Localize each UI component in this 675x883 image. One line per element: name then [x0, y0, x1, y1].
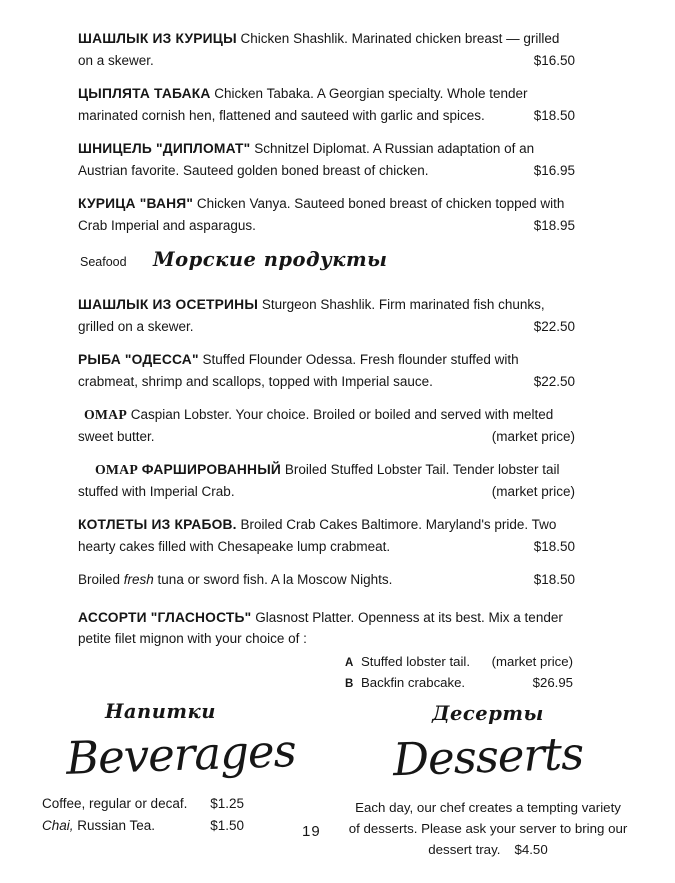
dish-desc-italic: fresh — [123, 572, 154, 587]
menu-item — [78, 459, 575, 502]
dish-price: $16.50 — [533, 52, 575, 68]
choice-price: $26.95 — [532, 675, 573, 690]
dish-name-ru: ШНИЦЕЛЬ "ДИПЛОМАТ" — [78, 141, 251, 156]
desserts-title-ru: Десерты — [432, 702, 544, 725]
dish-desc: Broiled Crab Cakes Baltimore. Maryland's pride. Two hearty cakes filled with Chesapeake lump crabmeat. — [78, 517, 557, 554]
menu-item — [78, 569, 575, 591]
choice-row — [345, 673, 573, 695]
menu-item — [78, 193, 575, 236]
choice-key: A — [345, 656, 354, 669]
beverage-name — [42, 815, 155, 837]
dish-name-ru: ОМАР — [95, 462, 138, 477]
seafood-section-heading — [80, 248, 575, 276]
dish-name-ru: ЦЫПЛЯТА ТАБАКА — [78, 86, 211, 101]
dish-price: $18.50 — [533, 538, 575, 554]
dish-name-ru: КОТЛЕТЫ ИЗ КРАБОВ. — [78, 517, 237, 532]
desserts-section — [348, 702, 628, 860]
section-label-ru: Морские продукты — [153, 248, 388, 271]
dish-price: $22.50 — [533, 373, 575, 389]
beverages-list — [42, 793, 244, 837]
section-label-en: Seafood — [80, 255, 127, 269]
desserts-title-en: Desserts — [392, 726, 584, 787]
desserts-price: $4.50 — [514, 842, 548, 857]
desserts-text: Each day, our chef creates a tempting variety of desserts. Please ask your server to bring our dessert tray. — [348, 800, 628, 857]
dish-desc: Glasnost Platter. Openness at its best. Mix a tender petite filet mignon with your choice of : — [78, 609, 563, 646]
beverage-name — [42, 793, 187, 815]
menu-item — [78, 28, 575, 71]
dish-price: (market price) — [491, 483, 575, 499]
dish-desc: Schnitzel Diplomat. A Russian adaptation of an Austrian favorite. Sauteed golden boned breast of chicken. — [78, 141, 535, 178]
dish-name-ru: ШАШЛЫК ИЗ ОСЕТРИНЫ — [78, 297, 259, 312]
dish-name-ru: КУРИЦА "ВАНЯ" — [78, 196, 194, 211]
dish-price: (market price) — [491, 428, 575, 444]
menu-item — [78, 294, 575, 337]
dish-price: $18.50 — [533, 107, 575, 123]
dish-desc: Broiled — [78, 572, 124, 587]
dish-price: $22.50 — [533, 318, 575, 334]
beverages-section — [42, 700, 297, 837]
dish-price: $18.50 — [533, 572, 575, 587]
beverage-price: $1.50 — [210, 818, 244, 833]
beverages-title-en: Beverages — [65, 723, 297, 785]
dish-name-ru: ШАШЛЫК ИЗ КУРИЦЫ — [78, 31, 237, 46]
dish-desc: Broiled Stuffed Lobster Tail. Tender lobster tail stuffed with Imperial Crab. — [78, 462, 560, 499]
menu-item — [78, 404, 575, 447]
dish-name-ru: РЫБА "ОДЕССА" — [78, 352, 199, 367]
beverages-title-ru: Напитки — [105, 700, 216, 723]
choice-price: (market price) — [491, 653, 573, 669]
glasnost-choices — [345, 652, 573, 695]
dish-price: $18.95 — [533, 217, 575, 233]
dish-desc: tuna or sword fish. A la Moscow Nights. — [153, 572, 393, 587]
dish-desc: Sturgeon Shashlik. Firm marinated fish chunks, grilled on a skewer. — [78, 297, 545, 334]
beverage-name-text: Russian Tea. — [73, 818, 156, 833]
menu-item — [78, 349, 575, 392]
beverage-row — [42, 793, 244, 815]
desserts-description — [348, 797, 628, 860]
menu-item — [78, 138, 575, 181]
dish-desc: Chicken Vanya. Sauteed boned breast of chicken topped with Crab Imperial and asparagus. — [78, 196, 565, 233]
menu-items-column — [78, 28, 575, 695]
dish-desc: Stuffed Flounder Odessa. Fresh flounder stuffed with crabmeat, shrimp and scallops, topped with Imperial sauce. — [78, 352, 519, 389]
dish-desc: Chicken Shashlik. Marinated chicken breast — grilled on a skewer. — [78, 31, 560, 68]
choice-row — [345, 652, 573, 674]
dish-desc: Caspian Lobster. Your choice. Broiled or boiled and served with melted sweet butter. — [78, 407, 554, 444]
dish-name-ru2: ФАРШИРОВАННЫЙ — [141, 462, 282, 477]
choice-key: B — [345, 678, 354, 690]
dish-desc: Chicken Tabaka. A Georgian specialty. Whole tender marinated cornish hen, flattened and sauteed with garlic and spices. — [78, 86, 528, 123]
beverage-price: $1.25 — [210, 796, 244, 811]
beverage-name-italic: Chai, — [42, 818, 74, 833]
beverage-name-text: Coffee, regular or decaf. — [42, 796, 188, 811]
dish-price: $16.95 — [533, 162, 575, 178]
dish-name-ru: АССОРТИ "ГЛАСНОСТЬ" — [78, 609, 252, 625]
dish-name-ru: ОМАР — [84, 407, 127, 422]
menu-item — [78, 607, 575, 650]
page-number: 19 — [302, 823, 321, 840]
menu-item — [78, 514, 575, 557]
choice-label: Stuffed lobster tail. — [361, 653, 470, 669]
choice-label: Backfin crabcake. — [361, 675, 466, 690]
beverage-row — [42, 815, 244, 837]
menu-item — [78, 83, 575, 126]
